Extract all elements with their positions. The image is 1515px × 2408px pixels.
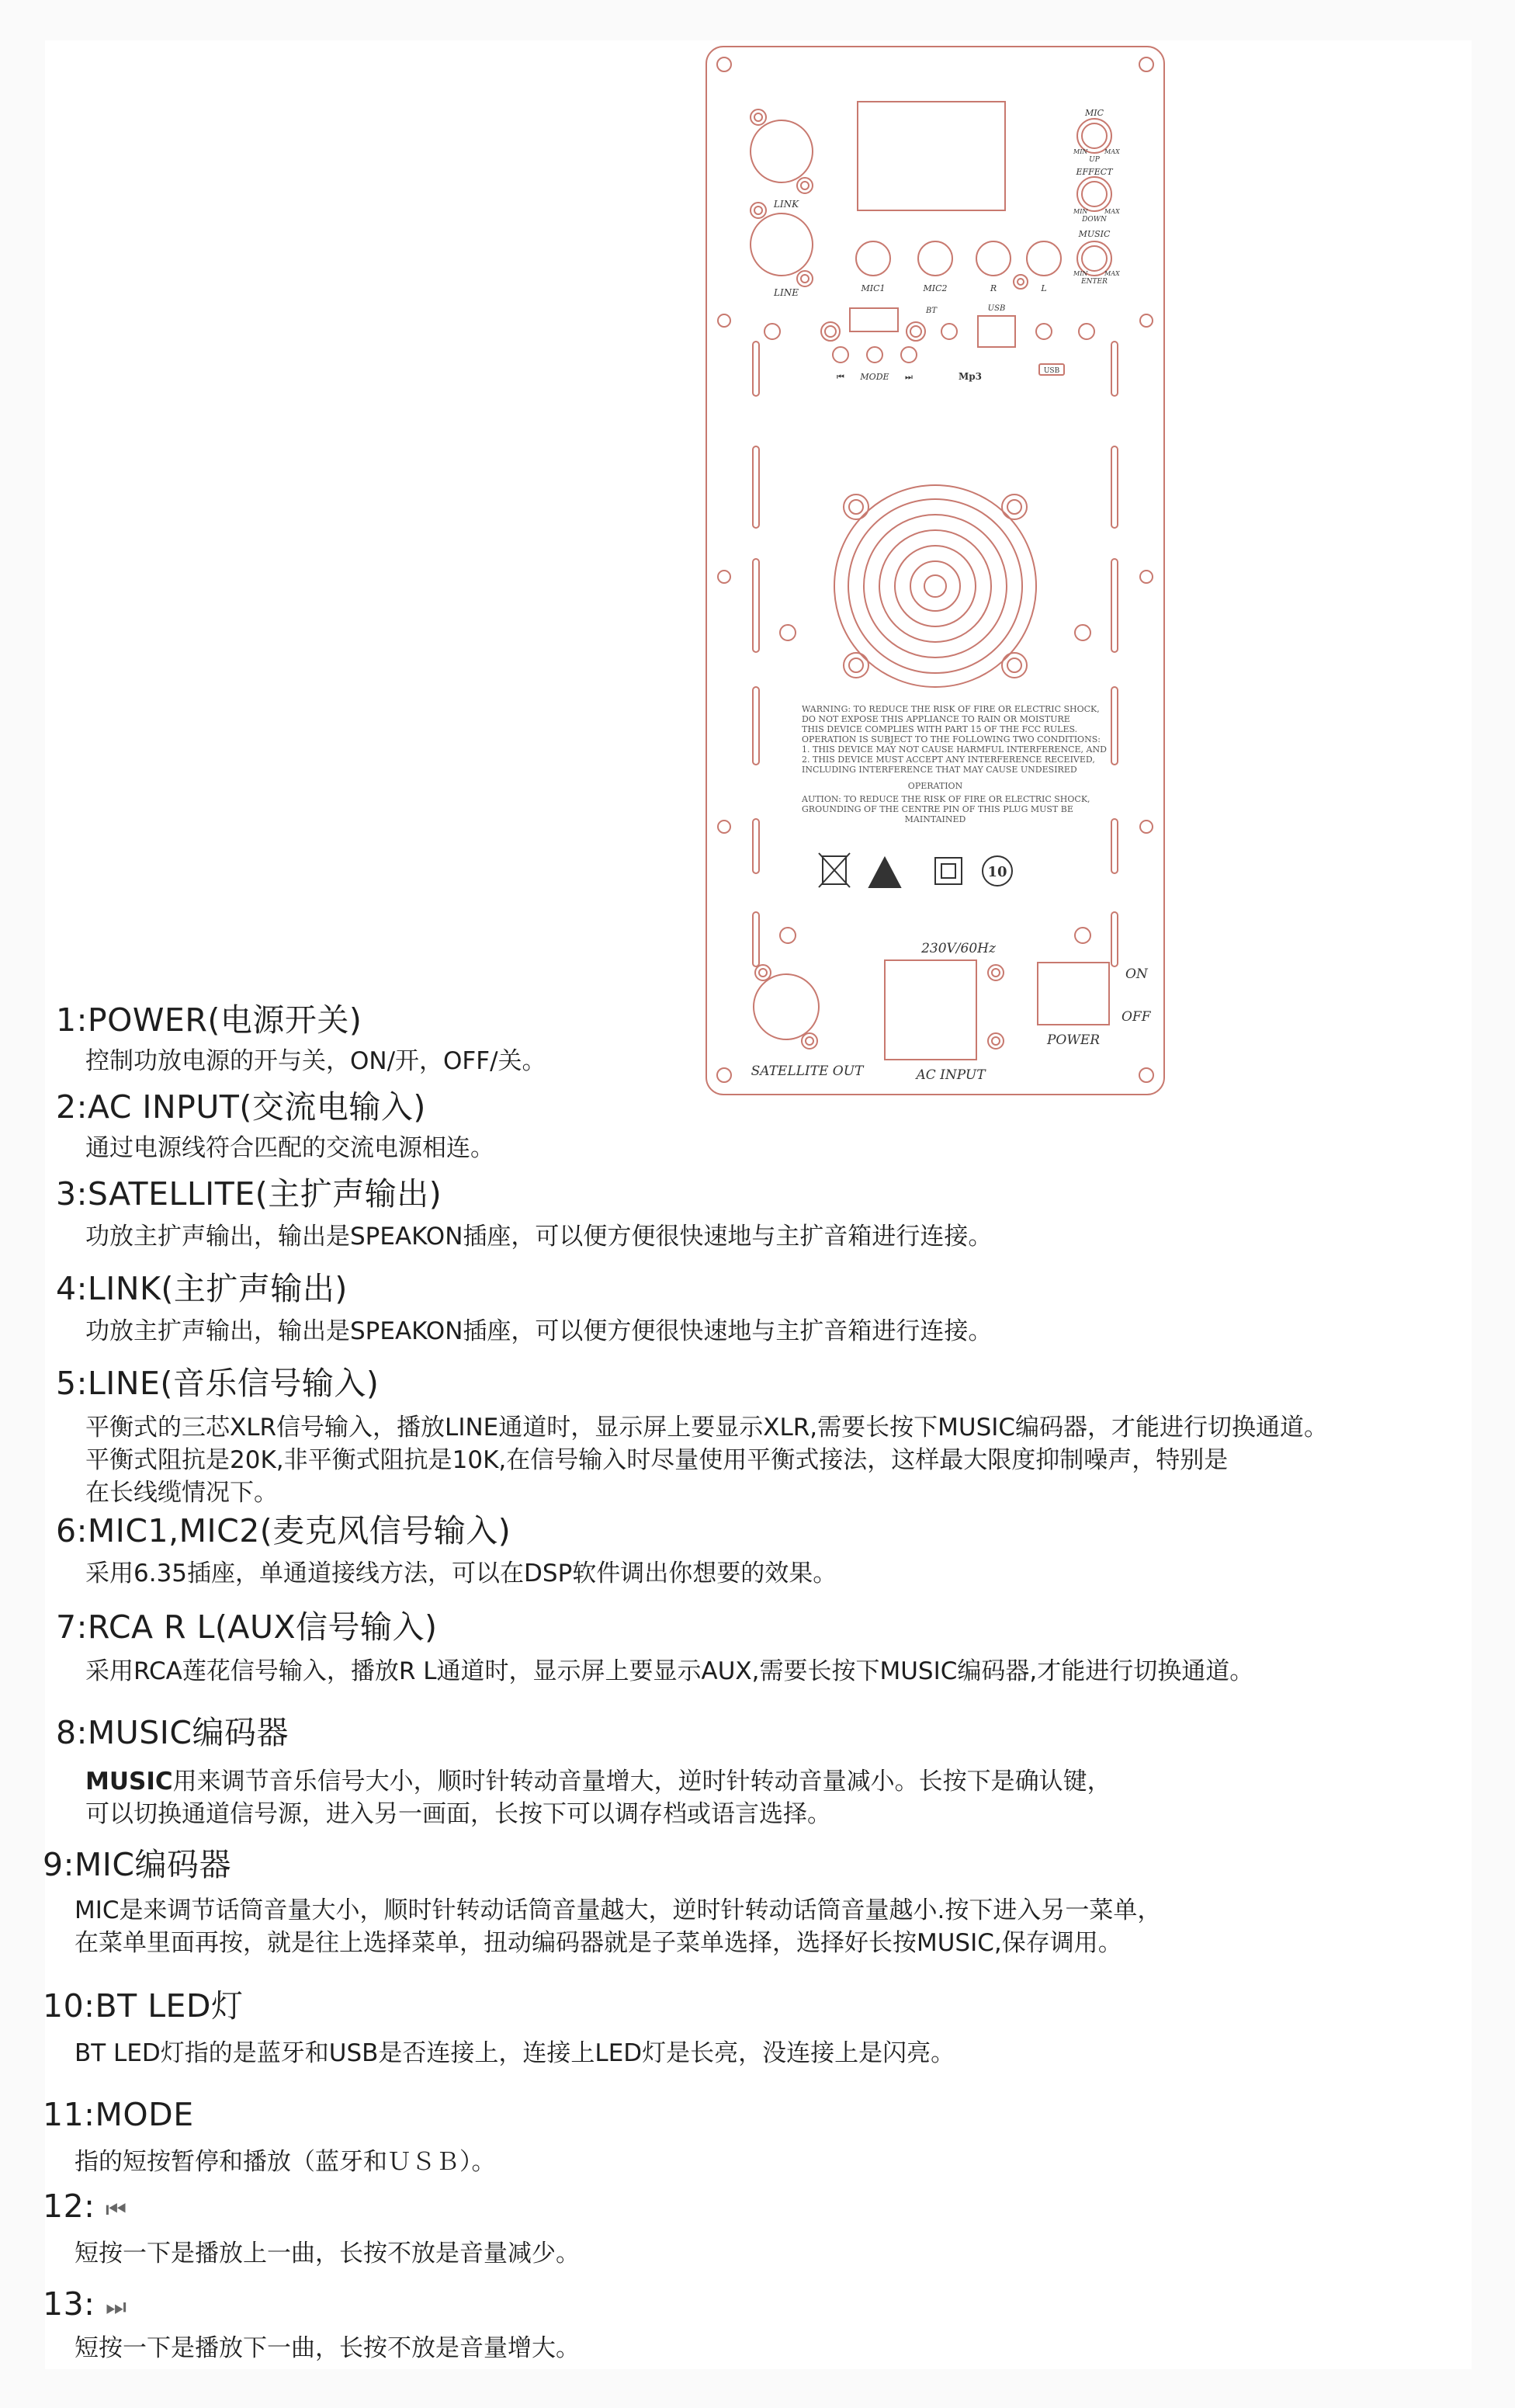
section-text: 通过电源线符合匹配的交流电源相连。 (85, 1134, 494, 1162)
svg-text:AC INPUT: AC INPUT (916, 1067, 986, 1083)
svg-text:MAX: MAX (1104, 148, 1120, 155)
svg-text:MIN: MIN (1073, 148, 1088, 155)
warning-line: MAINTAINED (904, 814, 966, 824)
svg-text:USB: USB (1043, 367, 1060, 375)
section-heading: 5:LINE(音乐信号输入) (56, 1365, 380, 1402)
warning-line: INCLUDING INTERFERENCE THAT MAY CAUSE UNDESIRED (802, 765, 1077, 775)
svg-text:R: R (990, 283, 997, 293)
section-text: 短按一下是播放下一曲，长按不放是音量增大。 (75, 2334, 580, 2362)
svg-text:ON: ON (1125, 966, 1148, 982)
warning-text-block (801, 704, 1107, 824)
svg-text:⏮: ⏮ (837, 372, 844, 382)
section-text: 可以切换通道信号源，进入另一画面，长按下可以调存档或语言选择。 (85, 1800, 831, 1828)
cooling-fan-grille (834, 485, 1036, 687)
xlr-line-socket (751, 203, 813, 286)
svg-text:POWER: POWER (1046, 1032, 1101, 1048)
warning-line: OPERATION (907, 781, 963, 791)
effect-encoder (1077, 177, 1111, 211)
section-text: 短按一下是播放上一曲，长按不放是音量减少。 (75, 2240, 580, 2267)
svg-text:ENTER: ENTER (1081, 278, 1108, 286)
ac-input-socket (885, 960, 976, 1060)
section-text: 采用6.35插座，单通道接线方法，可以在DSP软件调出你想要的效果。 (85, 1560, 837, 1587)
section-text: 指的短按暂停和播放（蓝牙和ＵＳＢ）。 (75, 2148, 496, 2176)
section-heading: 12: ⏮ (43, 2188, 126, 2225)
warning-line: 1. THIS DEVICE MAY NOT CAUSE HARMFUL INTERFERENCE, AND (802, 744, 1107, 755)
svg-text:MIN: MIN (1073, 208, 1088, 215)
svg-text:MAX: MAX (1104, 270, 1120, 277)
section-text: 采用RCA莲花信号输入，播放R L通道时，显示屏上要显示AUX,需要长按下MUSIC编码器,才能进行切换通道。 (85, 1657, 1254, 1685)
mic-label: MIC (1084, 108, 1104, 118)
svg-text:UP: UP (1089, 156, 1100, 164)
mic2-jack (918, 241, 952, 276)
section-heading: 2:AC INPUT(交流电输入) (56, 1088, 426, 1126)
svg-text:⏭: ⏭ (905, 372, 913, 382)
section-text: 平衡式的三芯XLR信号输入，播放LINE通道时，显示屏上要显示XLR,需要长按下MUSIC编码器，才能进行切换通道。 (85, 1414, 1329, 1442)
section-text: 在菜单里面再按，就是往上选择菜单，扭动编码器就是子菜单选择，选择好长按MUSIC,保存调用。 (75, 1929, 1122, 1957)
section-heading: 8:MUSIC编码器 (56, 1714, 289, 1751)
svg-text:SATELLITE OUT: SATELLITE OUT (751, 1063, 864, 1079)
svg-text:EFFECT: EFFECT (1076, 167, 1113, 177)
section-text: 功放主扩声输出，输出是SPEAKON插座，可以便方便很快速地与主扩音箱进行连接。 (85, 1317, 993, 1345)
svg-text:DOWN: DOWN (1082, 216, 1107, 224)
svg-text:MAX: MAX (1104, 208, 1120, 215)
section-text: 控制功放电源的开与关，ON/开，OFF/关。 (85, 1047, 546, 1075)
section-text: BT LED灯指的是蓝牙和USB是否连接上，连接上LED灯是长亮，没连接上是闪亮。 (75, 2039, 955, 2067)
section-text: MIC是来调节话筒音量大小，顺时针转动话筒音量越大，逆时针转动话筒音量越小.按下进入另一菜单， (75, 1896, 1162, 1924)
svg-text:USB: USB (987, 304, 1006, 313)
music-bold-prefix: MUSIC (85, 1768, 173, 1796)
svg-text:L: L (1041, 283, 1047, 293)
line-label: LINE (774, 287, 799, 298)
section-heading: 3:SATELLITE(主扩声输出) (56, 1175, 442, 1213)
satellite-out-socket (754, 965, 819, 1049)
svg-text:10: 10 (987, 864, 1007, 880)
warning-line: OPERATION IS SUBJECT TO THE FOLLOWING TWO CONDITIONS: (802, 734, 1101, 744)
svg-text:MODE: MODE (860, 372, 889, 382)
certification-symbols (819, 853, 1012, 887)
section-heading: 10:BT LED灯 (43, 1987, 244, 2025)
power-switch (1038, 963, 1109, 1025)
warning-line: 2. THIS DEVICE MUST ACCEPT ANY INTERFERENCE RECEIVED, (802, 755, 1095, 765)
previous-track-icon: ⏮ (106, 2196, 126, 2223)
section-heading: 13: ⏭ (43, 2285, 126, 2323)
warning-line: THIS DEVICE COMPLIES WITH PART 15 OF THE FCC RULES. (802, 724, 1078, 734)
section-heading: 1:POWER(电源开关) (56, 1001, 362, 1039)
svg-text:Mp3: Mp3 (959, 371, 983, 382)
section-text: 功放主扩声输出，输出是SPEAKON插座，可以便方便很快速地与主扩音箱进行连接。 (85, 1223, 993, 1251)
next-track-icon: ⏭ (106, 2294, 126, 2321)
svg-text:MIC1: MIC1 (861, 283, 886, 293)
warning-line: DO NOT EXPOSE THIS APPLIANCE TO RAIN OR MOISTURE (802, 714, 1070, 724)
mic1-jack (856, 241, 890, 276)
xlr-link-socket (751, 109, 813, 193)
section-heading: 4:LINK(主扩声输出) (56, 1270, 348, 1307)
warning-line: AUTION: TO REDUCE THE RISK OF FIRE OR ELECTRIC SHOCK, (802, 794, 1090, 804)
display-window (858, 102, 1005, 210)
amplifier-panel-diagram (702, 43, 1168, 1098)
section-heading: 9:MIC编码器 (43, 1846, 231, 1883)
voltage-label: 230V/60Hz (921, 941, 996, 956)
warning-line: WARNING: TO REDUCE THE RISK OF FIRE OR ELECTRIC SHOCK, (802, 704, 1100, 714)
section-text: MUSIC用来调节音乐信号大小，顺时针转动音量增大，逆时针转动音量减小。长按下是确认键， (85, 1768, 1111, 1796)
svg-text:MIN: MIN (1073, 270, 1088, 277)
svg-text:MUSIC: MUSIC (1078, 229, 1111, 239)
warning-line: GROUNDING OF THE CENTRE PIN OF THIS PLUG MUST BE (802, 804, 1073, 814)
section-text: 平衡式阻抗是20K,非平衡式阻抗是10K,在信号输入时尽量使用平衡式接法，这样最大限度抑制噪声，特别是 (85, 1446, 1229, 1474)
usb-port (978, 316, 1015, 347)
svg-text:MIC2: MIC2 (923, 283, 948, 293)
svg-text:OFF: OFF (1122, 1009, 1151, 1025)
link-label: LINK (773, 199, 799, 210)
section-text: 在长线缆情况下。 (85, 1479, 278, 1507)
svg-text:BT: BT (926, 307, 938, 315)
section-heading: 6:MIC1,MIC2(麦克风信号输入) (56, 1512, 511, 1549)
section-heading: 7:RCA R L(AUX信号输入) (56, 1608, 438, 1646)
rca-l-jack (1027, 241, 1061, 276)
section-heading: 11:MODE (43, 2096, 194, 2133)
rca-r-jack (976, 241, 1011, 276)
